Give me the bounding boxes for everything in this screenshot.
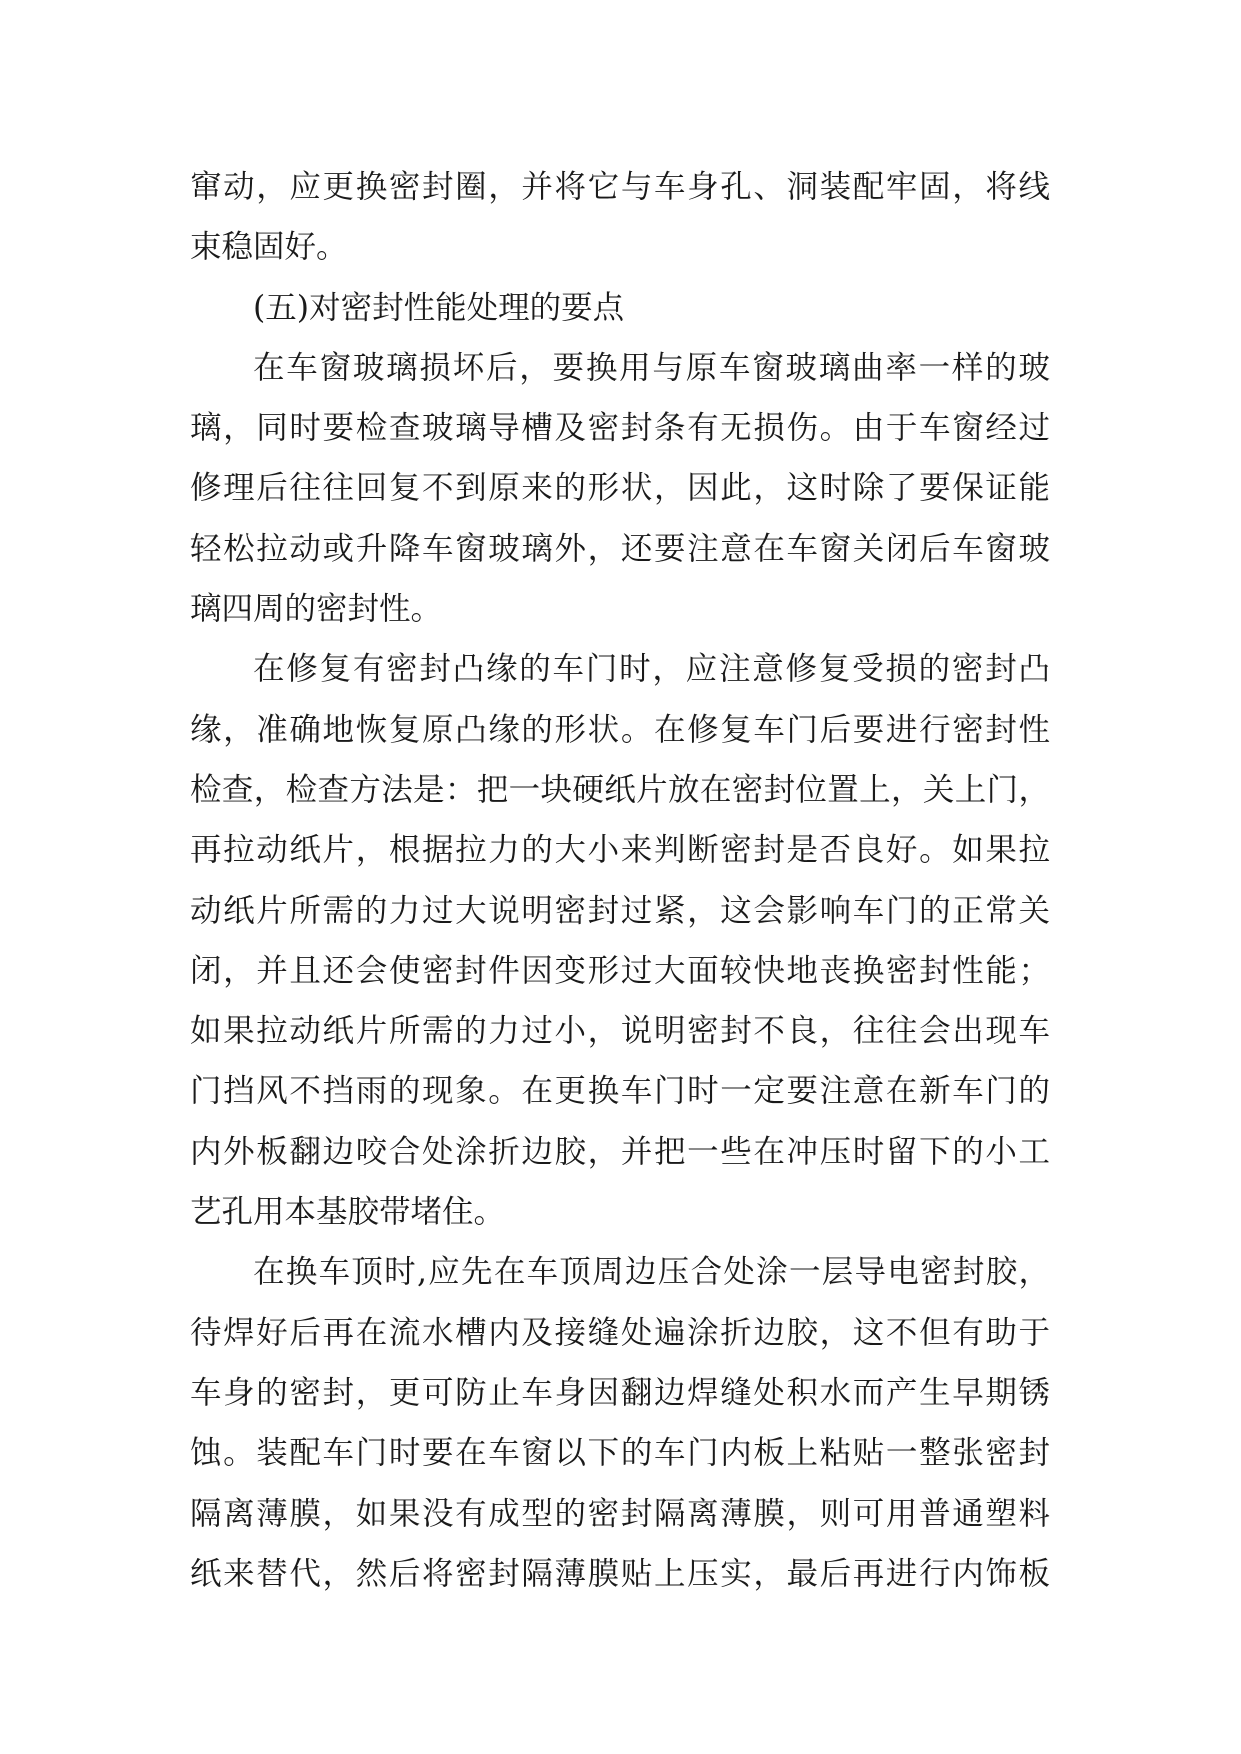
paragraph-first-line: 在换车顶时,应先在车顶周边压合处涂一层导电密封胶， [253, 1254, 1050, 1291]
text-line: 艺孔用本基胶带堵住。 [190, 1194, 506, 1231]
text-line: 璃，同时要检查玻璃导槽及密封条有无损伤。由于车窗经过 [190, 410, 1050, 447]
text-line: 轻松拉动或升降车窗玻璃外，还要注意在车窗关闭后车窗玻 [190, 530, 1050, 567]
text-line: 车身的密封，更可防止车身因翻边焊缝处积水而产生早期锈 [190, 1374, 1050, 1411]
text-line: 蚀。装配车门时要在车窗以下的车门内板上粘贴一整张密封 [190, 1435, 1050, 1472]
text-line: 闭，并且还会使密封件因变形过大面较快地丧换密封性能； [190, 952, 1050, 989]
text-line: 待焊好后再在流水槽内及接缝处遍涂折边胶，这不但有助于 [190, 1314, 1050, 1351]
section-heading: (五)对密封性能处理的要点 [253, 289, 625, 326]
text-line: 隔离薄膜，如果没有成型的密封隔离薄膜，则可用普通塑料 [190, 1495, 1050, 1532]
text-line: 修理后往往回复不到原来的形状，因此，这时除了要保证能 [190, 470, 1050, 507]
text-line: 璃四周的密封性。 [190, 591, 443, 628]
text-line: 纸来替代，然后将密封隔薄膜贴上压实，最后再进行内饰板 [190, 1555, 1050, 1592]
paragraph-first-line: 在修复有密封凸缘的车门时，应注意修复受损的密封凸 [253, 651, 1050, 688]
text-line: 门挡风不挡雨的现象。在更换车门时一定要注意在新车门的 [190, 1073, 1050, 1110]
text-line: 动纸片所需的力过大说明密封过紧，这会影响车门的正常关 [190, 892, 1050, 929]
body-text [190, 157, 1050, 1604]
text-line: 如果拉动纸片所需的力过小，说明密封不良，往往会出现车 [190, 1013, 1050, 1050]
text-line: 再拉动纸片，根据拉力的大小来判断密封是否良好。如果拉 [190, 832, 1050, 869]
text-line: 缘，准确地恢复原凸缘的形状。在修复车门后要进行密封性 [190, 711, 1050, 748]
paragraph-first-line: 在车窗玻璃损坏后，要换用与原车窗玻璃曲率一样的玻 [253, 349, 1050, 386]
text-line: 检查，检查方法是：把一块硬纸片放在密封位置上，关上门， [190, 771, 1050, 808]
text-line: 窜动，应更换密封圈，并将它与车身孔、洞装配牢固，将线 [190, 169, 1050, 205]
text-line: 内外板翻边咬合处涂折边胶，并把一些在冲压时留下的小工 [190, 1133, 1050, 1170]
text-line: 束稳固好。 [190, 229, 348, 266]
